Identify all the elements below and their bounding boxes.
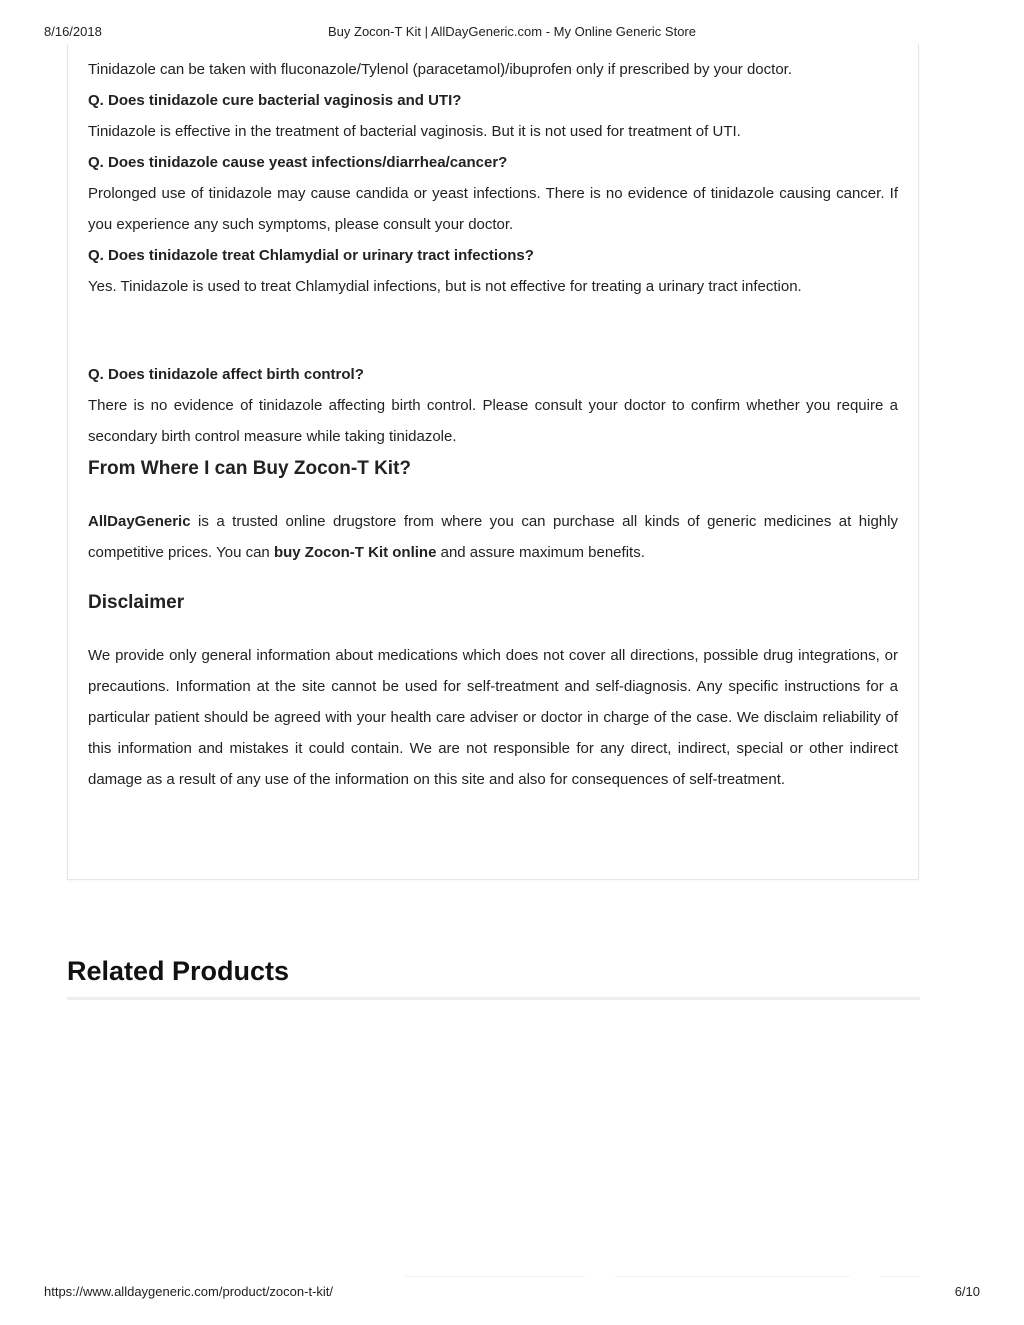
print-page-title: Buy Zocon-T Kit | AllDayGeneric.com - My Online Generic Store bbox=[328, 24, 696, 39]
question-birth-control: Q. Does tinidazole affect birth control? bbox=[88, 366, 364, 383]
paragraph-where-to-buy bbox=[88, 506, 898, 568]
print-url: https://www.alldaygeneric.com/product/zocon-t-kit/ bbox=[44, 1284, 334, 1299]
print-footer bbox=[44, 1284, 980, 1300]
faint-divider-right bbox=[880, 1276, 920, 1277]
brand-name: AllDayGeneric bbox=[88, 513, 191, 530]
product-description-card bbox=[67, 44, 919, 880]
answer-bv-uti: Tinidazole is effective in the treatment of bacterial vaginosis. But it is not used for treatment of UTI. bbox=[88, 123, 741, 140]
question-chlamydial: Q. Does tinidazole treat Chlamydial or urinary tract infections? bbox=[88, 247, 534, 264]
related-products-heading: Related Products bbox=[67, 956, 290, 986]
faint-divider-center bbox=[615, 1276, 850, 1277]
heading-where-to-buy: From Where I can Buy Zocon-T Kit? bbox=[88, 458, 412, 479]
answer-birth-control: There is no evidence of tinidazole affecting birth control. Please consult your doctor to confirm whether you require a secondary birth control measure while taking tinidazole. bbox=[88, 397, 898, 445]
buy-text-2: and assure maximum benefits. bbox=[436, 544, 645, 561]
print-date: 8/16/2018 bbox=[44, 24, 102, 39]
empty-space bbox=[88, 302, 898, 359]
buy-text-1: is a trusted online drugstore from where you can purchase all kinds of generic medicines at highly competitive prices. You can bbox=[88, 513, 898, 561]
page-number: 6/10 bbox=[954, 1284, 980, 1299]
faint-divider-left bbox=[405, 1276, 585, 1277]
buy-online-link[interactable]: buy Zocon-T Kit online bbox=[273, 544, 437, 561]
paragraph-fluconazole: Tinidazole can be taken with fluconazole/Tylenol (paracetamol)/ibuprofen only if prescribed by your doctor. bbox=[88, 61, 792, 78]
question-bv-uti: Q. Does tinidazole cure bacterial vaginosis and UTI? bbox=[88, 92, 462, 109]
heading-disclaimer: Disclaimer bbox=[88, 592, 185, 613]
answer-chlamydial: Yes. Tinidazole is used to treat Chlamydial infections, but is not effective for treating a urinary tract infection. bbox=[88, 278, 802, 295]
related-products-divider bbox=[67, 997, 920, 1000]
paragraph-disclaimer: We provide only general information about medications which does not cover all directions, possible drug integrations, or precautions. Information at the site cannot be used for self-treatment and self-diagnosis. Any specific instructions for a particular patient should be agreed with your health care adviser or doctor in charge of the case. We disclaim reliability of this information and mistakes it could contain. We are not responsible for any direct, indirect, special or other indirect damage as a result of any use of the information on this site and also for consequences of self-treatment. bbox=[88, 647, 898, 788]
answer-yeast: Prolonged use of tinidazole may cause candida or yeast infections. There is no evidence of tinidazole causing cancer. If you experience any such symptoms, please consult your doctor. bbox=[88, 185, 898, 233]
print-header bbox=[44, 24, 980, 40]
question-yeast: Q. Does tinidazole cause yeast infections/diarrhea/cancer? bbox=[88, 154, 508, 171]
description-content bbox=[88, 54, 898, 795]
